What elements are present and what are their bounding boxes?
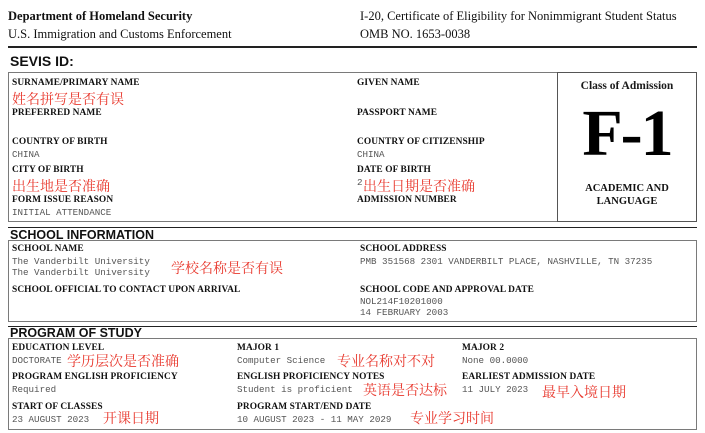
english-proficiency-label: PROGRAM ENGLISH PROFICIENCY (12, 372, 178, 382)
major1-value: Computer Science (237, 355, 326, 366)
passport-name-label: PASSPORT NAME (357, 108, 438, 118)
country-of-birth-value: CHINA (12, 149, 40, 160)
city-of-birth-label: CITY OF BIRTH (12, 165, 84, 175)
english-notes-label: ENGLISH PROFICIENCY NOTES (237, 372, 385, 382)
major1-note: 专业名称对不对 (337, 354, 435, 370)
country-of-birth-label: COUNTRY OF BIRTH (12, 137, 108, 147)
english-notes-value: Student is proficient (237, 384, 353, 395)
sub-agency: U.S. Immigration and Customs Enforcement (8, 27, 232, 41)
surname-label: SURNAME/PRIMARY NAME (12, 78, 140, 88)
start-of-classes-value: 23 AUGUST 2023 (12, 414, 90, 425)
earliest-admission-label: EARLIEST ADMISSION DATE (462, 372, 596, 382)
date-of-birth-label: DATE OF BIRTH (357, 165, 431, 175)
school-address-label: SCHOOL ADDRESS (360, 244, 447, 254)
date-of-birth-value: 2 (357, 177, 363, 188)
header-divider (8, 46, 697, 48)
form-issue-reason-value: INITIAL ATTENDANCE (12, 207, 112, 218)
program-section-title: PROGRAM OF STUDY (10, 326, 142, 340)
program-dates-note: 专业学习时间 (410, 411, 494, 427)
agency-title: Department of Homeland Security (8, 9, 193, 23)
class-of-admission-title: Class of Admission (580, 80, 674, 92)
education-level-note: 学历层次是否准确 (67, 354, 179, 370)
earliest-admission-note: 最早入境日期 (542, 385, 626, 401)
visa-class-code: F-1 (582, 97, 672, 170)
visa-category-line2: LANGUAGE (596, 196, 658, 207)
english-notes-note: 英语是否达标 (363, 383, 447, 399)
school-name-note: 学校名称是否有误 (171, 261, 283, 277)
country-of-citizenship-value: CHINA (357, 149, 385, 160)
omb-number: OMB NO. 1653-0038 (360, 27, 471, 41)
start-of-classes-note: 开课日期 (103, 411, 159, 427)
education-level-value: DOCTORATE (12, 355, 62, 366)
school-section-title: SCHOOL INFORMATION (10, 228, 154, 242)
school-name-value-1: The Vanderbilt University (12, 256, 150, 267)
preferred-name-label: PREFERRED NAME (12, 108, 102, 118)
english-proficiency-value: Required (12, 384, 57, 395)
school-code-label: SCHOOL CODE AND APPROVAL DATE (360, 285, 534, 295)
school-code-value: NOL214F10201000 (360, 296, 443, 307)
earliest-admission-value: 11 JULY 2023 (462, 384, 529, 395)
school-address-value: PMB 351568 2301 VANDERBILT PLACE, NASHVILLE, TN 37235 (360, 256, 653, 267)
form-issue-reason-label: FORM ISSUE REASON (12, 195, 114, 205)
given-name-label: GIVEN NAME (357, 78, 420, 88)
school-info-box (8, 240, 697, 322)
sevis-id-label: SEVIS ID: (10, 53, 74, 69)
education-level-label: EDUCATION LEVEL (12, 343, 105, 353)
school-name-value-2: The Vanderbilt University (12, 267, 150, 278)
major2-label: MAJOR 2 (462, 343, 505, 353)
major1-label: MAJOR 1 (237, 343, 280, 353)
school-name-label: SCHOOL NAME (12, 244, 84, 254)
major2-value: None 00.0000 (462, 355, 529, 366)
school-approval-date: 14 FEBRUARY 2003 (360, 307, 449, 318)
school-official-label: SCHOOL OFFICIAL TO CONTACT UPON ARRIVAL (12, 285, 241, 295)
program-dates-value: 10 AUGUST 2023 - 11 MAY 2029 (237, 414, 392, 425)
surname-note: 姓名拼写是否有误 (12, 92, 124, 108)
start-of-classes-label: START OF CLASSES (12, 402, 103, 412)
country-of-citizenship-label: COUNTRY OF CITIZENSHIP (357, 137, 485, 147)
admission-number-label: ADMISSION NUMBER (357, 195, 457, 205)
city-of-birth-note: 出生地是否准确 (12, 179, 110, 195)
form-title: I-20, Certificate of Eligibility for Nonimmigrant Student Status (360, 9, 677, 23)
date-of-birth-note: 出生日期是否准确 (363, 179, 475, 195)
program-dates-label: PROGRAM START/END DATE (237, 402, 372, 412)
visa-category-line1: ACADEMIC AND (585, 183, 669, 194)
